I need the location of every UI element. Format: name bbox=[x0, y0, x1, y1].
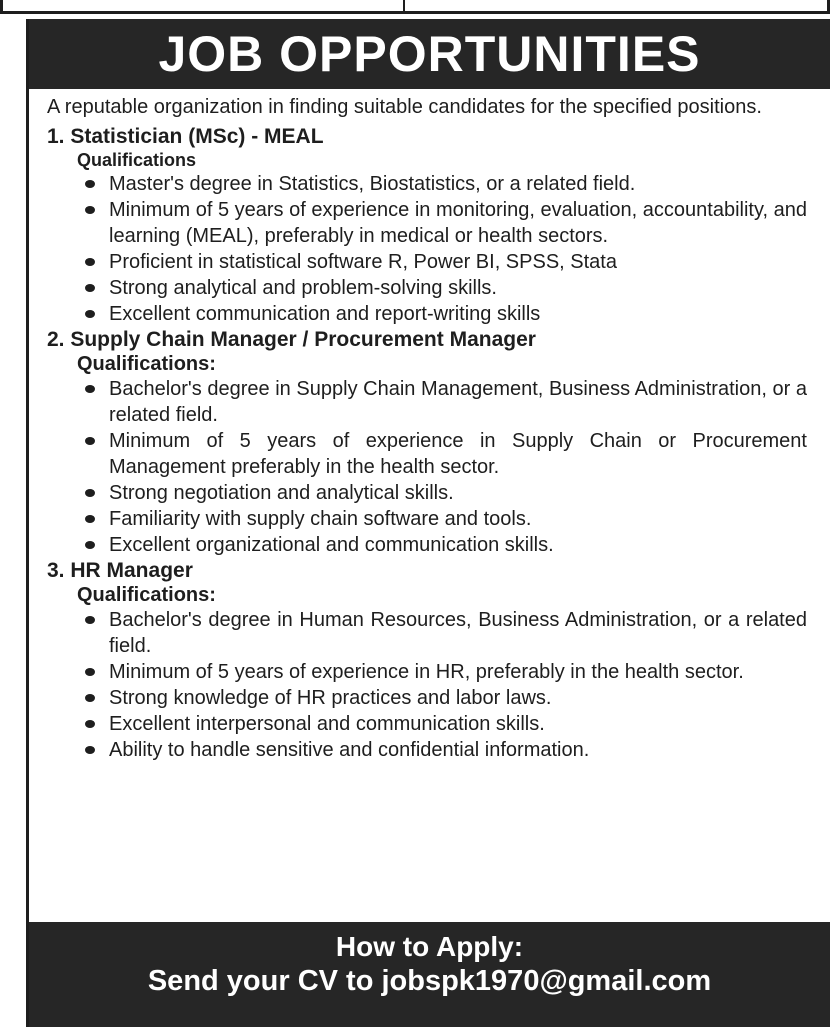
job-title: 2. Supply Chain Manager / Procurement Manager bbox=[47, 328, 536, 351]
bullet-icon bbox=[85, 310, 95, 318]
list-item: Proficient in statistical software R, Power BI, SPSS, Stata bbox=[83, 249, 807, 275]
header-banner bbox=[29, 19, 830, 89]
job-section-statistician bbox=[47, 124, 807, 327]
list-item: Excellent communication and report-writing skills bbox=[83, 301, 807, 327]
bullet-icon bbox=[85, 668, 95, 676]
bullet-icon bbox=[85, 437, 95, 445]
bullet-icon bbox=[85, 258, 95, 266]
how-to-apply-heading: How to Apply: bbox=[335, 931, 524, 962]
bullet-icon bbox=[85, 206, 95, 214]
ad-content bbox=[47, 94, 807, 763]
list-item: Master's degree in Statistics, Biostatistics, or a related field. bbox=[83, 171, 807, 197]
list-item: Strong knowledge of HR practices and labor laws. bbox=[83, 685, 807, 711]
apply-footer bbox=[29, 922, 830, 1027]
list-item: Familiarity with supply chain software and tools. bbox=[83, 506, 807, 532]
job-section-hr-manager bbox=[47, 558, 807, 763]
list-item: Bachelor's degree in Supply Chain Management, Business Administration, or a related field. bbox=[83, 376, 807, 428]
job-title: 3. HR Manager bbox=[47, 559, 193, 582]
bullet-icon bbox=[85, 515, 95, 523]
list-item: Minimum of 5 years of experience in monitoring, evaluation, accountability, and learning (MEAL), preferably in medical or health sectors. bbox=[83, 197, 807, 249]
bullet-icon bbox=[85, 616, 95, 624]
bullet-icon bbox=[85, 284, 95, 292]
intro-text: A reputable organization in finding suitable candidates for the specified positions. bbox=[47, 96, 762, 118]
bullet-icon bbox=[85, 720, 95, 728]
send-cv-line: Send your CV to jobspk1970@gmail.com bbox=[147, 965, 712, 997]
job-title: 1. Statistician (MSc) - MEAL bbox=[47, 125, 324, 148]
qualifications-label: Qualifications: bbox=[77, 584, 216, 606]
job-section-supply-chain bbox=[47, 327, 807, 558]
list-item: Minimum of 5 years of experience in Supply Chain or Procurement Management preferably in the health sector. bbox=[83, 428, 807, 480]
list-item: Excellent interpersonal and communication skills. bbox=[83, 711, 807, 737]
bullet-icon bbox=[85, 385, 95, 393]
list-item: Excellent organizational and communication skills. bbox=[83, 532, 807, 558]
bullet-icon bbox=[85, 489, 95, 497]
top-border-frame bbox=[0, 0, 830, 14]
bullet-icon bbox=[85, 180, 95, 188]
bullet-icon bbox=[85, 541, 95, 549]
qualifications-label: Qualifications bbox=[77, 150, 197, 170]
job-advertisement bbox=[26, 19, 830, 1027]
qualifications-list bbox=[47, 171, 807, 327]
list-item: Ability to handle sensitive and confidential information. bbox=[83, 737, 807, 763]
list-item: Bachelor's degree in Human Resources, Business Administration, or a related field. bbox=[83, 607, 807, 659]
bullet-icon bbox=[85, 746, 95, 754]
qualifications-label: Qualifications: bbox=[77, 353, 216, 375]
page-title: JOB OPPORTUNITIES bbox=[158, 26, 701, 82]
qualifications-list bbox=[47, 376, 807, 558]
list-item: Minimum of 5 years of experience in HR, preferably in the health sector. bbox=[83, 659, 807, 685]
bullet-icon bbox=[85, 694, 95, 702]
list-item: Strong negotiation and analytical skills. bbox=[83, 480, 807, 506]
list-item: Strong analytical and problem-solving skills. bbox=[83, 275, 807, 301]
qualifications-list bbox=[47, 607, 807, 763]
